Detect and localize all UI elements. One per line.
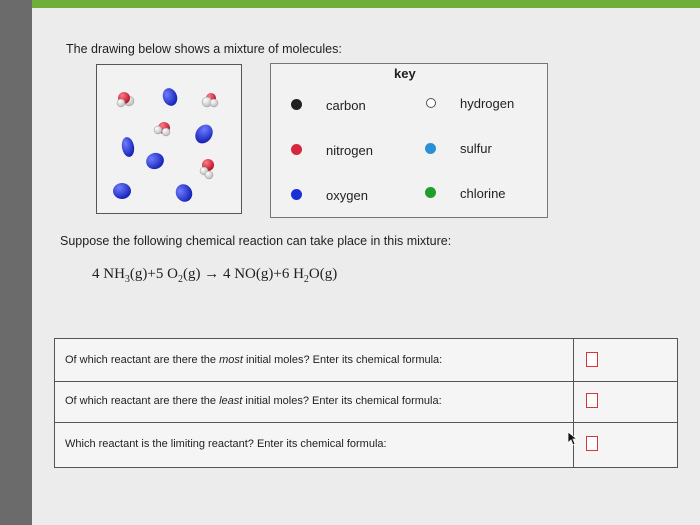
mouse-cursor-icon	[568, 432, 578, 446]
carbon-dot	[291, 99, 302, 110]
table-row	[55, 339, 677, 382]
key-label-oxygen: oxygen	[326, 188, 368, 203]
eq-part: (g)+5 O	[129, 266, 178, 282]
nitrogen-dot	[291, 144, 302, 155]
oxygen-molecule	[173, 181, 196, 205]
molecule-drawing	[96, 64, 242, 214]
ammonia-molecule	[154, 122, 170, 136]
q-text: Of which reactant are there the	[65, 354, 220, 366]
q-emphasis: least	[219, 395, 243, 407]
answer-least-input[interactable]	[586, 393, 598, 408]
eq-part: (g) → 4 NO(g)+6 H	[182, 266, 304, 282]
oxygen-molecule	[192, 121, 217, 147]
key-label-hydrogen: hydrogen	[460, 96, 515, 111]
q-emphasis: most	[219, 354, 243, 366]
table-row	[55, 423, 677, 466]
oxygen-dot	[291, 189, 302, 200]
q-text: initial moles? Enter its chemical formula:	[242, 354, 443, 366]
oxygen-molecule	[120, 136, 135, 158]
ammonia-molecule	[200, 159, 214, 179]
q-text: Of which reactant are there the	[65, 395, 220, 407]
key-label-carbon: carbon	[326, 98, 366, 113]
table-row	[55, 381, 677, 423]
reaction-question: Suppose the following chemical reaction can take place in this mixture:	[60, 234, 452, 248]
top-accent-bar	[0, 0, 700, 8]
eq-sub: 3	[124, 274, 130, 285]
eq-sub: 2	[303, 274, 309, 285]
key-label-sulfur: sulfur	[460, 141, 492, 156]
ammonia-molecule	[202, 93, 218, 107]
ammonia-molecule	[117, 92, 134, 107]
intro-text: The drawing below shows a mixture of molecules:	[66, 42, 342, 56]
key-label-chlorine: chlorine	[460, 186, 506, 201]
molecules-svg	[97, 65, 241, 213]
q-text: initial moles? Enter its chemical formula:	[242, 395, 442, 407]
eq-part: O(g)	[308, 266, 338, 282]
oxygen-molecule	[160, 86, 179, 108]
oxygen-molecule	[144, 150, 166, 171]
oxygen-molecule	[113, 183, 131, 199]
question-most	[65, 354, 442, 366]
hydrogen-dot	[426, 98, 436, 108]
question-table	[54, 338, 678, 468]
key-title: key	[394, 66, 416, 81]
chemical-equation	[92, 266, 337, 285]
eq-part: 4 NH	[92, 266, 125, 282]
question-least	[65, 395, 442, 407]
key-box	[270, 63, 548, 218]
sulfur-dot	[425, 143, 436, 154]
answer-most-input[interactable]	[586, 352, 598, 367]
chlorine-dot	[425, 187, 436, 198]
eq-sub: 2	[177, 274, 183, 285]
question-limiting: Which reactant is the limiting reactant? Enter its chemical formula:	[65, 438, 387, 450]
answer-limiting-input[interactable]	[586, 436, 598, 451]
left-frame	[0, 0, 32, 525]
key-label-nitrogen: nitrogen	[326, 143, 373, 158]
